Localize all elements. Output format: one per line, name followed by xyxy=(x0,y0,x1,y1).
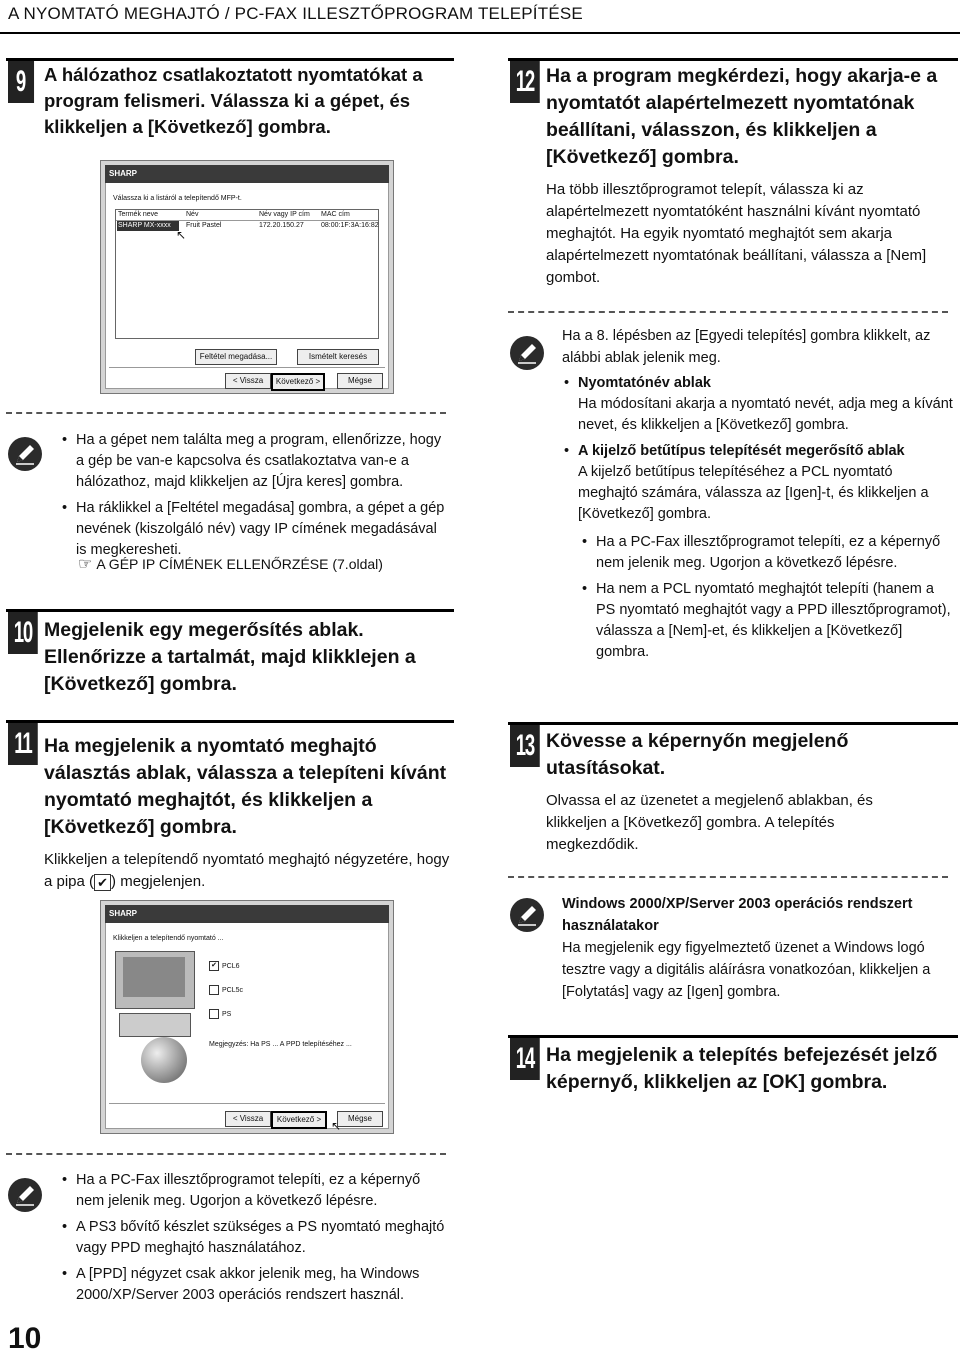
note-divider xyxy=(508,876,948,878)
list-item: • Ha a PC-Fax illesztőprogramot telepíti, ez a képernyő nem jelenik meg. Ugorjon a következő lépésre. xyxy=(580,532,956,574)
info-text: Megjegyzés: Ha PS ... A PPD telepítéséhez ... xyxy=(209,1041,352,1048)
note-title: Windows 2000/XP/Server 2003 operációs rendszert használatakor xyxy=(562,896,913,934)
checkbox[interactable] xyxy=(209,1009,219,1019)
note-12-list xyxy=(562,373,956,530)
step-14-title: Ha megjelenik a telepítés befejezését jelző képernyő, klikkeljen az [OK] gombra. xyxy=(546,1044,938,1093)
step-11-body xyxy=(44,849,456,893)
step-12-title: Ha a program megkérdezi, hogy akarja-e a nyomtatót alapértelmezett nyomtatónak beállítani, válasszon, és klikkeljen a [Következő] gombra. xyxy=(546,65,938,168)
step-13-body: Olvassa el az üzenetet a megjelenő ablakban, és klikkeljen a [Következő] gombra. A telepítés megkezdődik. xyxy=(546,792,873,853)
back-button[interactable]: < Vissza xyxy=(225,373,271,389)
list-item: • A PS3 bővítő készlet szükséges a PS nyomtató meghajtó vagy PPD meghajtó használatához. xyxy=(60,1217,452,1259)
step-rule xyxy=(6,58,454,61)
list-item: • Ha nem a PCL nyomtató meghajtót telepíti (hanem a PS nyomtató meghajtót vagy a PPD illesztőprogramot), válassza a [Nem]-et, és klikkeljen a [Következő] gombra. xyxy=(580,579,956,663)
col-header: Név vagy IP cím xyxy=(259,211,310,218)
step-11-title: Ha megjelenik a nyomtató meghajtó választás ablak, válassza a telepíteni kívánt nyomtató meghajtót, és klikkeljen a [Következő] gombra. xyxy=(44,735,447,838)
list-item: • Ha a PC-Fax illesztőprogramot telepíti, ez a képernyő nem jelenik meg. Ugorjon a következő lépésre. xyxy=(60,1170,452,1212)
page-header-title: A NYOMTATÓ MEGHAJTÓ / PC-FAX ILLESZTŐPROGRAM TELEPÍTÉSE xyxy=(8,4,583,23)
back-button[interactable]: < Vissza xyxy=(225,1111,271,1127)
cancel-button[interactable]: Mégse xyxy=(337,1111,383,1127)
step-rule xyxy=(6,609,454,612)
note-11-list xyxy=(60,1170,452,1311)
step-13-title: Kövesse a képernyőn megjelenő utasításokat. xyxy=(546,730,849,779)
list-item: • Ha a gépet nem találta meg a program, ellenőrizze, hogy a gép be van-e kapcsolva és csatlakoztatva van-e a hálózathoz, majd klikkeljen az [Újra keres] gombra. xyxy=(60,430,450,493)
cancel-button[interactable]: Mégse xyxy=(337,373,383,389)
printer-list xyxy=(115,209,379,339)
header-divider xyxy=(0,32,960,34)
checkbox-checked[interactable]: ✔ xyxy=(209,961,219,971)
window-prompt: Válassza ki a listáról a telepítendő MFP-t. xyxy=(113,195,242,202)
option-pcl5c[interactable]: PCL5c xyxy=(209,985,243,995)
table-cell: Fruit Pastel xyxy=(186,222,222,229)
globe-icon xyxy=(141,1037,187,1083)
item-body: A kijelző betűtípus telepítéséhez a PCL nyomtató meghajtó számára, válassza az [Igen]-t, és klikkeljen a [Következő] gombra. xyxy=(578,464,929,522)
option-pcl6[interactable]: ✔ PCL6 xyxy=(209,961,240,971)
window-titlebar: SHARP xyxy=(105,905,389,923)
step-rule xyxy=(6,720,454,723)
step-rule xyxy=(508,1035,958,1038)
list-item xyxy=(562,441,956,525)
step-number-11: 11 xyxy=(8,723,38,765)
window-titlebar: SHARP xyxy=(105,165,389,183)
list-item xyxy=(562,373,956,436)
item-title: • Nyomtatónév ablak xyxy=(578,375,711,391)
note-13 xyxy=(562,893,952,1003)
note-12-intro: Ha a 8. lépésben az [Egyedi telepítés] gombra klikkelt, az alábbi ablak jelenik meg. xyxy=(562,328,931,366)
step-rule xyxy=(508,722,958,725)
computer-case-icon xyxy=(119,1013,191,1037)
reference-text: A GÉP IP CÍMÉNEK ELLENŐRZÉSE (7.oldal) xyxy=(96,556,383,572)
list-item: • A [PPD] négyzet csak akkor jelenik meg, ha Windows 2000/XP/Server 2003 operációs rendszert használ. xyxy=(60,1264,452,1306)
step-number-12: 12 xyxy=(510,61,540,103)
reference-link[interactable] xyxy=(78,554,383,574)
page-number: 10 xyxy=(8,1322,42,1355)
note-pencil-icon xyxy=(510,898,544,932)
checkbox-checked-icon: ✔ xyxy=(94,874,111,891)
step-10-title: Megjelenik egy megerősítés ablak. Ellenőrizze a tartalmát, majd klikklejen a [Következő] gombra. xyxy=(44,619,416,695)
table-cell: 172.20.150.27 xyxy=(259,222,304,229)
item-body: Ha módosítani akarja a nyomtató nevét, adja meg a kívánt nevet, és klikkeljen a [Következő] gombra. xyxy=(578,396,953,433)
step-number-9: 9 xyxy=(8,61,34,103)
body-text: ) megjelenjen. xyxy=(111,873,206,890)
step-rule xyxy=(508,58,958,61)
checkbox[interactable] xyxy=(209,985,219,995)
note-body: Ha megjelenik egy figyelmeztető üzenet a Windows logó tesztre vagy a digitális aláírásra vonatkozóan, klikkeljen a [Folytatás] vagy az [Igen] gombra. xyxy=(562,940,931,1000)
note-divider xyxy=(6,1153,446,1155)
driver-choice-screenshot xyxy=(100,900,394,1134)
note-12-sublist xyxy=(580,532,956,668)
mouse-cursor-icon: ↖ xyxy=(176,228,187,242)
col-header: Név xyxy=(186,211,199,218)
mouse-cursor-icon: ↖ xyxy=(331,1119,342,1133)
table-row[interactable]: SHARP MX-xxxx xyxy=(118,222,171,229)
step-number-10: 10 xyxy=(8,612,38,654)
pointing-hand-icon: ☞ xyxy=(78,556,93,573)
note-divider xyxy=(6,412,446,414)
step-number-13: 13 xyxy=(510,725,540,767)
item-title: • A kijelző betűtípus telepítését megerősítő ablak xyxy=(578,443,905,459)
note-pencil-icon xyxy=(510,336,544,370)
step-9-title: A hálózathoz csatlakoztatott nyomtatókat a program felismeri. Válassza ki a gépet, és klikkeljen a [Következő] gombra. xyxy=(44,64,423,137)
search-again-button[interactable]: Ismételt keresés xyxy=(297,349,379,365)
specify-condition-button[interactable]: Feltétel megadása... xyxy=(195,349,277,365)
note-pencil-icon xyxy=(8,1178,42,1212)
next-button[interactable]: Következő > xyxy=(271,1111,327,1129)
note-pencil-icon xyxy=(8,437,42,471)
next-button[interactable]: Következő > xyxy=(271,373,325,391)
col-header: MAC cím xyxy=(321,211,350,218)
list-item: • Ha ráklikkel a [Feltétel megadása] gombra, a gépet a gép nevének (kiszolgáló név) vagy IP címének megadásával is megkeresheti. xyxy=(60,498,450,561)
body-text: Klikkeljen a telepítendő nyomtató meghajtó négyzetére, hogy a pipa ( xyxy=(44,851,450,890)
note-9-list xyxy=(60,430,450,566)
option-ps[interactable]: PS xyxy=(209,1009,231,1019)
table-cell: 08:00:1F:3A:16:82 xyxy=(321,222,379,229)
step-number-14: 14 xyxy=(510,1038,540,1080)
note-divider xyxy=(508,311,948,313)
col-header: Termék neve xyxy=(118,211,159,218)
window-prompt: Klikkeljen a telepítendő nyomtató ... xyxy=(113,935,224,942)
step-12-body: Ha több illesztőprogramot telepít, válassza ki az alapértelmezett nyomtatóként használni kívánt nyomtató meghajtót. Ha egyik nyomtató meghajtót sem akarja alapértelmezett nyomtatónak beállítani, válassza a [Nem] gombot. xyxy=(546,181,927,286)
driver-select-screenshot xyxy=(100,160,394,394)
